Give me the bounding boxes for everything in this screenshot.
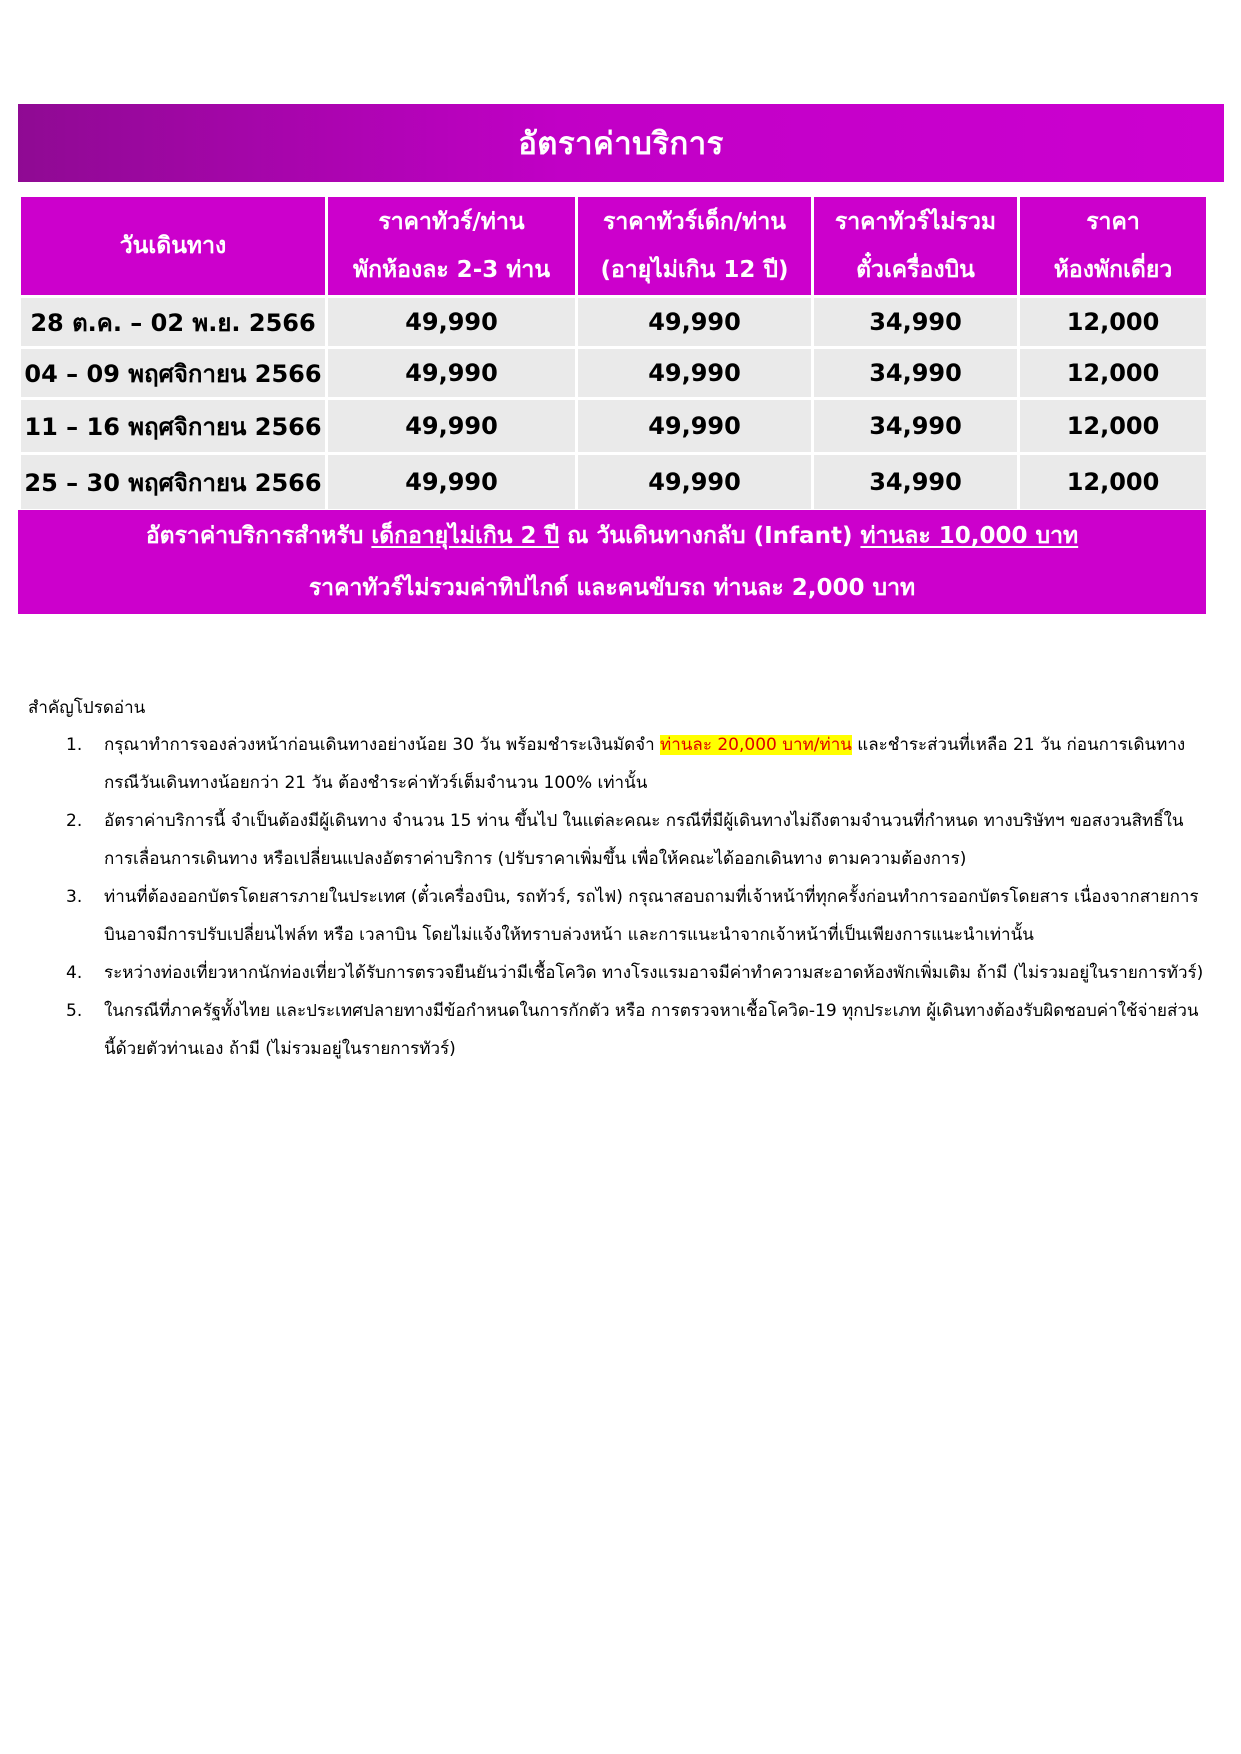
infant-age-label: เด็กอายุไม่เกิน 2 ปี xyxy=(371,523,560,549)
header-child-price: ราคาทัวร์เด็ก/ท่าน (อายุไม่เกิน 12 ปี) xyxy=(577,196,813,297)
cell-single-room-price: 12,000 xyxy=(1019,297,1208,348)
table-row xyxy=(20,297,1208,348)
cell-date: 28 ต.ค. – 02 พ.ย. 2566 xyxy=(20,297,327,348)
list-item: 1. กรุณาทำการจองล่วงหน้าก่อนเดินทางอย่างน้อย 30 วัน พร้อมชำระเงินมัดจำ ท่านละ 20,000 บาท/ท่าน และชำระส่วนที่เหลือ 21 วัน ก่อนการเดินทาง กรณีวันเดินทางน้อยกว่า 21 วัน ต้องชำระค่าทัวร์เต็มจำนวน 100% เท่านั้น xyxy=(66,735,1186,793)
header-no-ticket-price: ราคาทัวร์ไม่รวม ตั๋วเครื่องบิน xyxy=(813,196,1019,297)
page-title: อัตราค่าบริการ xyxy=(18,104,1224,182)
list-item: 3. ท่านที่ต้องออกบัตรโดยสารภายในประเทศ (ตั๋วเครื่องบิน, รถทัวร์, รถไฟ) กรุณาสอบถามที่เจ้าหน้าที่ทุกครั้งก่อนทำการออกบัตรโดยสาร เนื่องจากสายการบินอาจมีการปรับเปลี่ยนไฟล์ท หรือ เวลาบิน โดยไม่แจ้งให้ทราบล่วงหน้า และการแนะนำจากเจ้าหน้าที่เป็นเพียงการแนะนำเท่านั้น xyxy=(66,887,1199,945)
list-item: 5. ในกรณีที่ภาครัฐทั้งไทย และประเทศปลายทางมีข้อกำหนดในการกักตัว หรือ การตรวจหาเชื้อโควิด-19 ทุกประเภท ผู้เดินทางต้องรับผิดชอบค่าใช้จ่ายส่วนนี้ด้วยตัวท่านเอง ถ้ามี (ไม่รวมอยู่ในรายการทัวร์) xyxy=(66,1001,1199,1059)
table-row xyxy=(20,454,1208,511)
tip-note: ราคาทัวร์ไม่รวมค่าทิปไกด์ และคนขับรถ ท่านละ 2,000 บาท xyxy=(308,575,916,601)
cell-no-ticket-price: 34,990 xyxy=(813,399,1019,454)
cell-adult-price: 49,990 xyxy=(327,297,577,348)
cell-single-room-price: 12,000 xyxy=(1019,348,1208,399)
cell-child-price: 49,990 xyxy=(577,348,813,399)
cell-no-ticket-price: 34,990 xyxy=(813,348,1019,399)
important-notes-list xyxy=(60,726,1210,1068)
infant-price-label: ท่านละ 10,000 บาท xyxy=(860,523,1079,549)
header-travel-date: วันเดินทาง xyxy=(20,196,327,297)
cell-single-room-price: 12,000 xyxy=(1019,454,1208,511)
cell-adult-price: 49,990 xyxy=(327,399,577,454)
list-item: 2. อัตราค่าบริการนี้ จำเป็นต้องมีผู้เดินทาง จำนวน 15 ท่าน ขึ้นไป ในแต่ละคณะ กรณีที่มีผู้เดินทางไม่ถึงตามจำนวนที่กำหนด ทางบริษัทฯ ขอสงวนสิทธิ์ในการเลื่อนการเดินทาง หรือเปลี่ยนแปลงอัตราค่าบริการ (ปรับราคาเพิ่มขึ้น เพื่อให้คณะได้ออกเดินทาง ตามความต้องการ) xyxy=(66,811,1184,869)
notes-heading: สำคัญโปรดอ่าน xyxy=(28,698,146,718)
cell-adult-price: 49,990 xyxy=(327,454,577,511)
cell-adult-price: 49,990 xyxy=(327,348,577,399)
infant-price-note: อัตราค่าบริการสำหรับ เด็กอายุไม่เกิน 2 ปี ณ วันเดินทางกลับ (Infant) ท่านละ 10,000 บาท xyxy=(145,523,1079,549)
deposit-highlight: ท่านละ 20,000 บาท/ท่าน xyxy=(660,735,852,755)
price-notes-banner xyxy=(18,510,1206,614)
list-item: 4. ระหว่างท่องเที่ยวหากนักท่องเที่ยวได้รับการตรวจยืนยันว่ามีเชื้อโควิด ทางโรงแรมอาจมีค่าทำความสะอาดห้องพักเพิ่มเติม ถ้ามี (ไม่รวมอยู่ในรายการทัวร์) xyxy=(66,963,1204,983)
header-adult-price: ราคาทัวร์/ท่าน พักห้องละ 2-3 ท่าน xyxy=(327,196,577,297)
table-header-row xyxy=(20,196,1208,297)
header-single-room-price: ราคา ห้องพักเดี่ยว xyxy=(1019,196,1208,297)
cell-child-price: 49,990 xyxy=(577,297,813,348)
cell-no-ticket-price: 34,990 xyxy=(813,297,1019,348)
cell-child-price: 49,990 xyxy=(577,454,813,511)
cell-date: 25 – 30 พฤศจิกายน 2566 xyxy=(20,454,327,511)
cell-no-ticket-price: 34,990 xyxy=(813,454,1019,511)
cell-date: 11 – 16 พฤศจิกายน 2566 xyxy=(20,399,327,454)
cell-single-room-price: 12,000 xyxy=(1019,399,1208,454)
table-row xyxy=(20,348,1208,399)
price-table xyxy=(18,194,1209,512)
cell-child-price: 49,990 xyxy=(577,399,813,454)
table-row xyxy=(20,399,1208,454)
cell-date: 04 – 09 พฤศจิกายน 2566 xyxy=(20,348,327,399)
